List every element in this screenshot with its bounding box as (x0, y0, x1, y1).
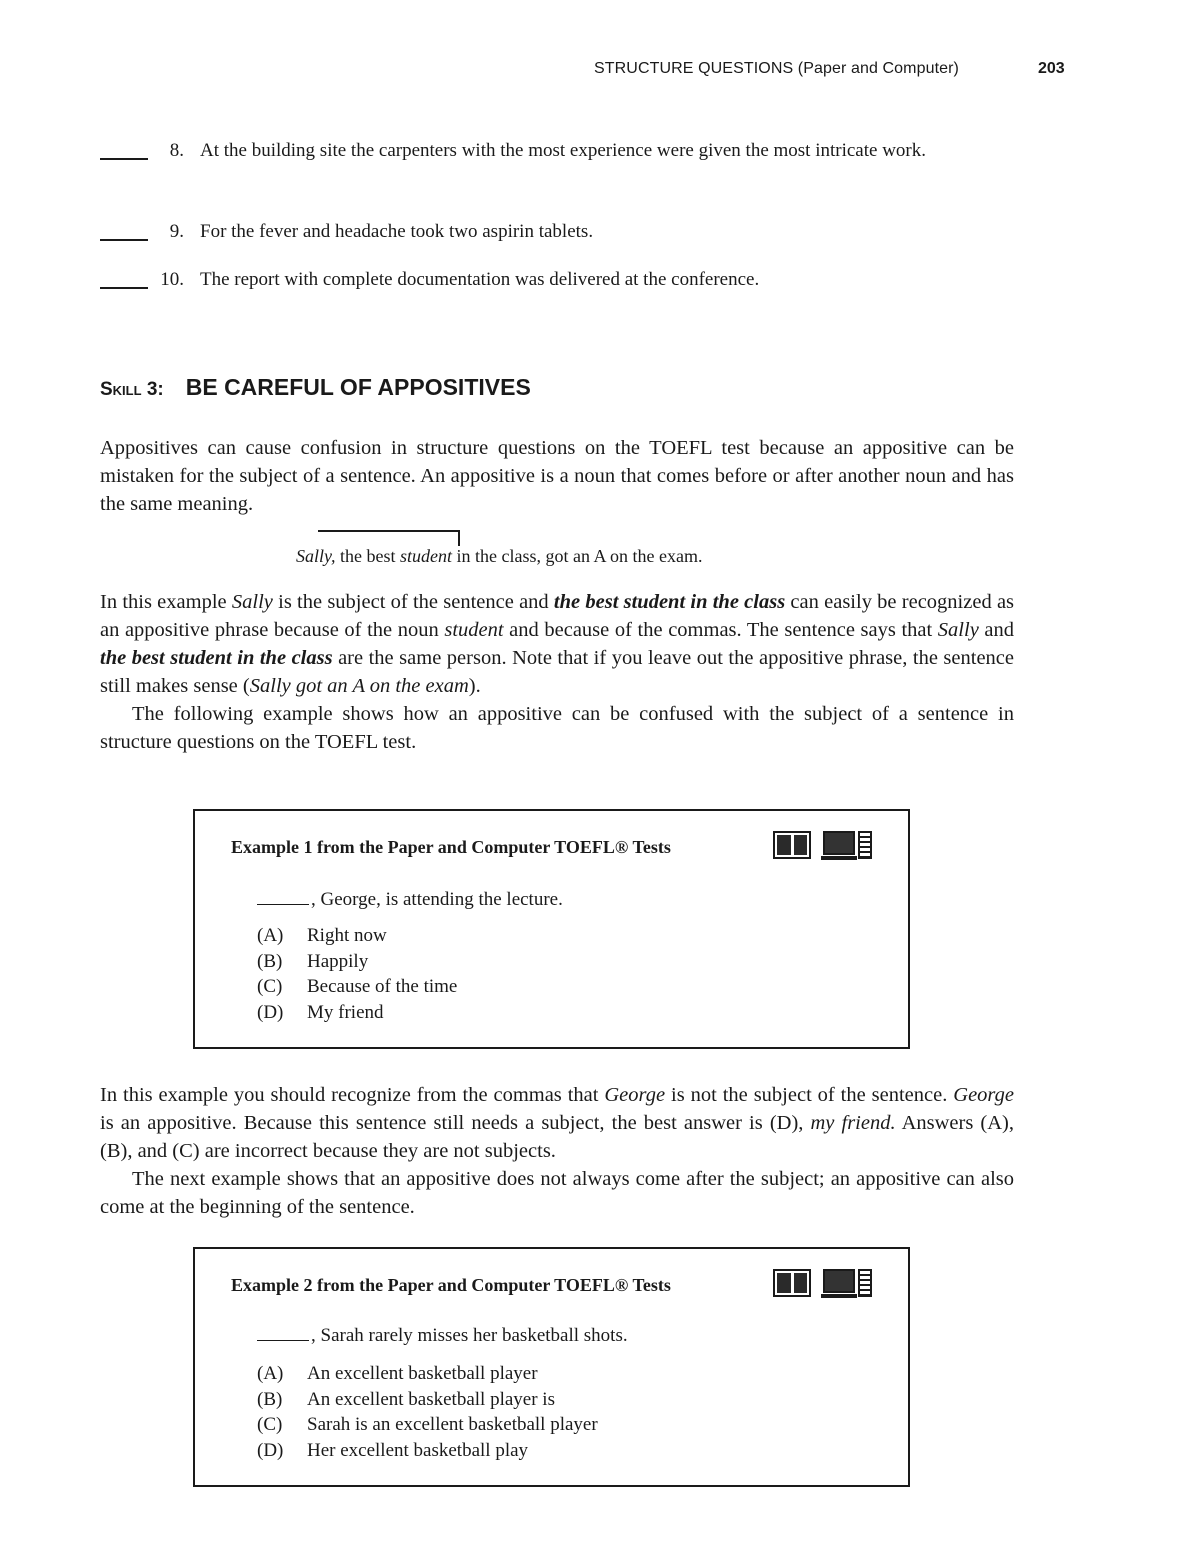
computer-icon (821, 1269, 873, 1299)
running-head: STRUCTURE QUESTIONS (Paper and Computer) (594, 60, 959, 77)
page-number: 203 (1038, 60, 1065, 77)
explanation-text-3: In this example you should recognize from the commas that George is not the subject of the sentence. George is an appositive. Because this sentence still needs a subject, the best answer is (D), my friend. Answers (A), (B), and (C) are incorrect because they are not subjects. (100, 1084, 1015, 1162)
sentence-part: the best (335, 546, 400, 566)
option-c[interactable]: (C) Because of the time (257, 976, 458, 997)
example-sentence (296, 546, 702, 567)
skill-title: BE CAREFUL OF APPOSITIVES (185, 374, 531, 400)
question-text: , George, is attending the lecture. (311, 889, 563, 910)
example-box-1 (193, 809, 910, 1049)
explanation-text: In this example Sally is the subject of the sentence and the best student in the class can easily be recognized as an appositive phrase because of the noun student and because of the commas. The sentence says that Sally and the best student in the class are the same person. Note that if you leave out the appositive phrase, the sentence still makes sense (Sally got an A on the exam). (100, 591, 1015, 697)
item-text: For the fever and headache took two aspirin tablets. (200, 221, 594, 242)
answer-blank[interactable] (100, 158, 148, 160)
answer-blank[interactable] (100, 239, 148, 241)
item-text: The report with complete documentation was delivered at the conference. (200, 269, 760, 290)
option-b[interactable]: (B) An excellent basketball player is (257, 1388, 555, 1410)
exercise-item (100, 134, 1000, 202)
exercise-item (100, 215, 1000, 249)
subject-word: Sally, (296, 546, 336, 566)
item-number: 10. (160, 269, 184, 290)
book-icon (773, 1269, 811, 1297)
explanation-text-4: The next example shows that an appositive does not always come after the subject; an appositive can also come at the beginning of the sentence. (100, 1168, 1014, 1218)
answer-options (257, 923, 457, 1025)
question-text: , Sarah rarely misses her basketball shots. (311, 1325, 628, 1346)
question-stem (257, 889, 563, 911)
sentence-part: in the class, got an A on the exam. (452, 546, 703, 566)
example-title: Example 1 from the Paper and Computer TOEFL® Tests (231, 837, 671, 857)
item-number: 8. (169, 140, 184, 161)
question-stem (257, 1325, 628, 1347)
option-d[interactable]: (D) Her excellent basketball play (257, 1439, 529, 1461)
option-b[interactable]: (B) Happily (257, 950, 369, 972)
question-blank (257, 904, 309, 905)
test-icons (773, 831, 873, 861)
explanation-text-2: The following example shows how an appositive can be confused with the subject of a sentence in structure questions on the TOEFL test. (100, 703, 1014, 753)
test-icons (773, 1269, 873, 1299)
option-d[interactable]: (D) My friend (257, 1001, 384, 1023)
option-a[interactable]: (A) Right now (257, 925, 387, 946)
noun-word: student (400, 546, 452, 566)
option-c[interactable]: (C) Sarah is an excellent basketball player (257, 1414, 598, 1435)
example-box-2 (193, 1247, 910, 1487)
question-blank (257, 1340, 309, 1341)
answer-blank[interactable] (100, 287, 148, 289)
computer-icon (821, 831, 873, 861)
book-icon (773, 831, 811, 859)
example-title: Example 2 from the Paper and Computer TOEFL® Tests (231, 1275, 671, 1295)
answer-options (257, 1361, 598, 1463)
intro-paragraph (100, 434, 1014, 518)
intro-text: Appositives can cause confusion in structure questions on the TOEFL test because an appositive can be mistaken for the subject of a sentence. An appositive is a noun that comes before or after another noun and has the same meaning. (100, 437, 1014, 515)
item-number: 9. (169, 221, 184, 242)
skill-label: Skill 3: (100, 379, 164, 400)
explanation-paragraph-1 (100, 588, 1014, 756)
option-a[interactable]: (A) An excellent basketball player (257, 1363, 538, 1384)
item-text: At the building site the carpenters with the most experience were given the most intricate work. (200, 140, 926, 161)
explanation-paragraph-2 (100, 1081, 1014, 1221)
exercise-item (100, 263, 1000, 297)
skill-heading (100, 374, 531, 401)
appositive-bracket (318, 530, 460, 546)
